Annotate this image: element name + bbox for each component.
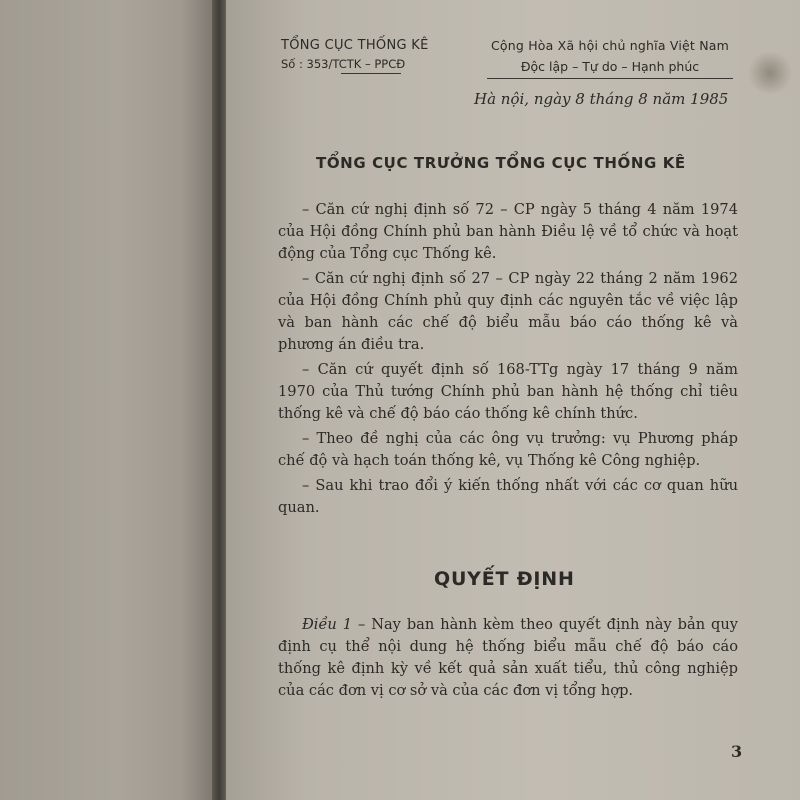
header-rule [341,73,401,74]
article-text: – Nay ban hành kèm theo quyết định này bản quy định cụ thể nội dung hệ thống biểu mẫu chế độ báo cáo thống kê định kỳ về kết quả sản xuất tiểu, thủ công nghiệp của các đơn vị cơ sở và của các đơn vị tổng hợp. [278,616,739,699]
preamble-item: – Căn cứ nghị định số 27 – CP ngày 22 tháng 2 năm 1962 của Hội đồng Chính phủ quy định các nguyên tắc về việc lập và ban hành các chế độ biểu mẫu báo cáo thống kê và phương án điều tra. [278,270,738,353]
preamble-item: – Sau khi trao đổi ý kiến thống nhất với các cơ quan hữu quan. [278,477,738,516]
preamble [278,199,738,522]
preamble-item: – Căn cứ quyết định số 168-TTg ngày 17 tháng 9 năm 1970 của Thủ tướng Chính phủ ban hành hệ thống chỉ tiêu thống kê và chế độ báo cáo thống kê chính thức. [278,361,738,422]
paper-stain [746,52,794,94]
preamble-item: – Theo đề nghị của các ông vụ trưởng: vụ Phương pháp chế độ và hạch toán thống kê, vụ Thống kê Công nghiệp. [278,430,738,469]
place-date: Hà nội, ngày 8 tháng 8 năm 1985 [474,90,729,108]
document-page [226,0,800,800]
left-page [0,0,214,800]
agency-name: TỔNG CỤC THỐNG KÊ [281,38,429,53]
document-title: TỔNG CỤC TRƯỞNG TỔNG CỤC THỐNG KÊ [316,154,686,172]
header-agency-block [281,38,456,74]
document-number: Số : 353/TCTK – PPCĐ [281,57,406,71]
republic-name: Cộng Hòa Xã hội chủ nghĩa Việt Nam [491,38,729,53]
preamble-item: – Căn cứ nghị định số 72 – CP ngày 5 tháng 4 năm 1974 của Hội đồng Chính phủ ban hành Điều lệ về tổ chức và hoạt động của Tổng cục Thống kê. [278,201,738,262]
decision-heading: QUYẾT ĐỊNH [434,568,575,590]
page-number: 3 [731,742,743,761]
national-motto: Độc lập – Tự do – Hạnh phúc [520,59,700,74]
header-national-block [474,38,746,79]
motto-rule [487,78,733,79]
article-1 [278,614,738,702]
article-label: Điều 1 [302,616,353,633]
